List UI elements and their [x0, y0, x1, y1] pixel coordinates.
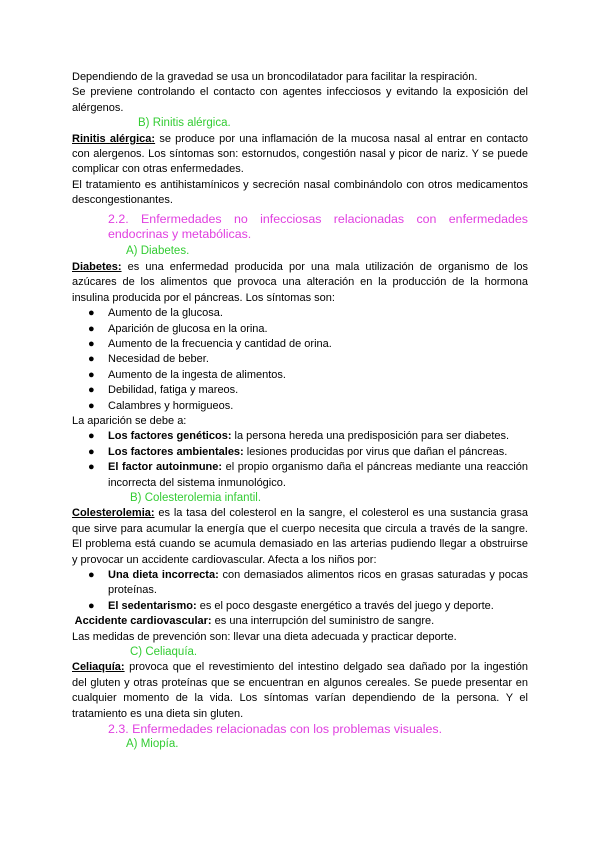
list-item: ● Necesidad de beber. [72, 352, 528, 367]
list-item: ● Calambres y hormigueos. [72, 399, 528, 414]
paragraph-colesterol-prevention: Las medidas de prevención son: llevar una dieta adecuada y practicar deporte. [72, 630, 457, 643]
heading-diabetes: A) Diabetes. [126, 245, 190, 258]
bullet-icon: ● [88, 599, 95, 612]
diabetes-causes-list [72, 429, 528, 491]
paragraph-bronchodilator: Dependiendo de la gravedad se usa un broncodilatador para facilitar la respiración. [72, 71, 478, 83]
heading-celiaquia: C) Celiaquía. [130, 646, 198, 659]
list-item: ● Debilidad, fatiga y mareos. [72, 383, 528, 398]
bullet-icon: ● [88, 445, 95, 458]
paragraph-rinitis-treatment: El tratamiento es antihistamínicos y secreción nasal combinándolo con otros medicamentos descongestionantes. [72, 178, 528, 207]
bullet-icon: ● [88, 399, 95, 412]
heading-section-2-2: 2.2. Enfermedades no infecciosas relacionadas con enfermedades endocrinas y metabólicas. [108, 211, 528, 242]
document-page [72, 70, 528, 753]
list-item: ● Aparición de glucosa en la orina. [72, 322, 528, 337]
heading-section-2-3: 2.3. Enfermedades relacionadas con los problemas visuales. [108, 722, 443, 737]
bullet-icon: ● [88, 430, 95, 443]
bullet-icon: ● [88, 384, 95, 397]
bullet-icon: ● [88, 322, 95, 335]
list-item: ● El sedentarismo: es el poco desgaste energético a través del juego y deporte. [72, 599, 528, 614]
colesterolemia-definition: es la tasa del colesterol en la sangre, el colesterol es una sustancia grasa que sirve para acumular la energía que el cuerpo necesita que circula a través de la sangre. El problema está cuando se acumula demasiado en las arterias pudiendo llegar a obstruirse y provocar un accidente cardiovascular. Afecta a los niños por: [72, 507, 528, 566]
term-celiaquia: Celiaquía: [72, 661, 125, 674]
paragraph-accidente-cardiovascular: Accidente cardiovascular: es una interrupción del suministro de sangre. [72, 615, 435, 628]
paragraph-celiaquia [72, 660, 528, 722]
bullet-icon: ● [88, 337, 95, 350]
list-item: ● Aumento de la frecuencia y cantidad de orina. [72, 337, 528, 352]
celiaquia-definition: provoca que el revestimiento del intestino delgado sea dañado por la ingestión del gluten y otras proteínas que se encuentran en algunos cereales. Se puede presentar en cualquier momento de la vida. Los síntomas varían dependiendo de la persona. Y el tratamiento es una dieta sin gluten. [72, 661, 528, 720]
term-colesterolemia: Colesterolemia: [72, 507, 155, 520]
list-item: ● Aumento de la glucosa. [72, 306, 528, 321]
bullet-icon: ● [88, 353, 95, 366]
bullet-icon: ● [88, 368, 95, 381]
list-item: ● Los factores ambientales: lesiones producidas por virus que dañan el páncreas. [72, 445, 528, 460]
list-item: ● Aumento de la ingesta de alimentos. [72, 368, 528, 383]
paragraph-diabetes-causes-intro: La aparición se debe a: [72, 414, 187, 427]
bullet-icon: ● [88, 569, 95, 581]
paragraph-diabetes [72, 260, 528, 306]
heading-miopia: A) Miopía. [126, 738, 179, 751]
term-rinitis: Rinitis alérgica: [72, 132, 156, 145]
bullet-icon: ● [88, 307, 95, 320]
heading-colesterolemia: B) Colesterolemia infantil. [130, 491, 262, 504]
paragraph-rinitis [72, 132, 528, 178]
paragraph-prevention-allergens: Se previene controlando el contacto con agentes infecciosos y evitando la exposición del alérgenos. [72, 86, 528, 114]
list-item: ● Una dieta incorrecta: con demasiados alimentos ricos en grasas saturadas y pocas proteínas. [88, 569, 528, 597]
diabetes-symptoms-list [72, 306, 528, 414]
list-item: ● El factor autoinmune: el propio organismo daña el páncreas mediante una reacción incorrecta del sistema inmunológico. [88, 461, 529, 489]
list-item: ● Los factores genéticos: la persona hereda una predisposición para ser diabetes. [72, 429, 528, 444]
heading-rinitis: B) Rinitis alérgica. [138, 117, 231, 130]
diabetes-definition: es una enfermedad producida por una mala utilización de organismo de los azúcares de los alimentos que provoca una alteración en la producción de la hormona insulina producida por el páncreas. Los síntomas son: [72, 260, 528, 304]
paragraph-colesterolemia [72, 506, 528, 568]
bullet-icon: ● [88, 461, 95, 474]
term-diabetes: Diabetes: [72, 260, 122, 273]
colesterol-causes-list [72, 568, 528, 614]
rinitis-definition: se produce por una inflamación de la mucosa nasal al entrar en contacto con alergenos. Los síntomas son: estornudos, congestión nasal y picor de nariz. Y se puede complicar con otras enfermedades. [72, 132, 528, 176]
